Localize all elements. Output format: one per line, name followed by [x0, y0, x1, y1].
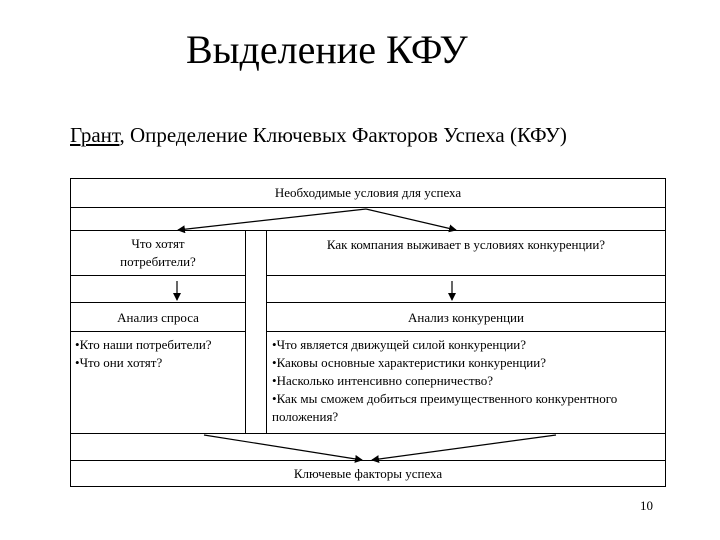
right-analysis: Анализ конкуренции [408, 310, 524, 325]
bullet-icon: • [272, 337, 277, 352]
right-question: Как компания выживает в условиях конкуренции? [326, 237, 606, 252]
left-question: Что хотят потребители? [120, 236, 196, 269]
subtitle-text: , Определение Ключевых Факторов Успеха (КФУ) [119, 123, 567, 147]
list-item: •Что они хотят? [75, 355, 163, 370]
bullet-icon: • [272, 355, 277, 370]
subtitle-author: Грант [70, 123, 120, 147]
bullet-icon: • [272, 391, 277, 406]
slide-title: Выделение КФУ [186, 27, 468, 72]
list-item: •Каковы основные характеристики конкуренции? [272, 355, 546, 370]
bullet-icon: • [75, 337, 80, 352]
split-arrow-right [366, 209, 456, 230]
list-item: •Кто наши потребители? [75, 337, 212, 352]
bullet-icon: • [272, 373, 277, 388]
split-arrow-left [178, 209, 366, 230]
list-item: •Как мы сможем добиться преимущественного конкурентного положения? [272, 391, 618, 424]
page-number: 10 [640, 498, 653, 513]
left-analysis: Анализ спроса [117, 310, 199, 325]
merge-arrow-left [204, 435, 362, 460]
bottom-label: Ключевые факторы успеха [293, 466, 443, 481]
bullet-icon: • [75, 355, 80, 370]
list-item: •Насколько интенсивно соперничество? [272, 373, 494, 388]
top-label: Необходимые условия для успеха [274, 185, 462, 200]
list-item: •Что является движущей силой конкуренции? [272, 337, 527, 352]
merge-arrow-right [372, 435, 556, 460]
